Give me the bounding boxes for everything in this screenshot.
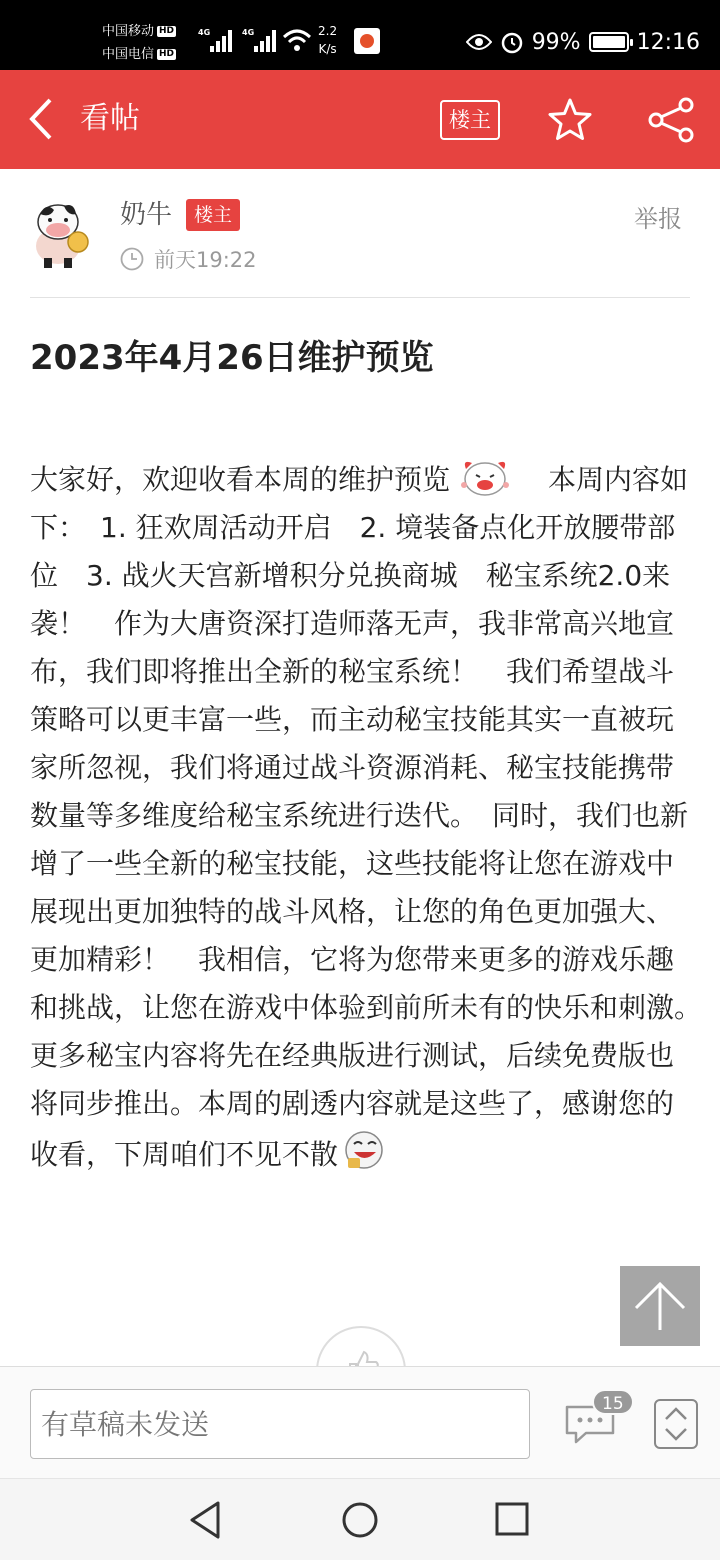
report-button[interactable]: 举报: [634, 205, 682, 233]
post-body-text: 大家好，欢迎收看本周的维护预览: [30, 463, 451, 496]
post-time: 前天19:22: [154, 248, 257, 272]
battery-percent: 99%: [531, 29, 581, 55]
net-speed-unit: K/s: [318, 42, 337, 56]
cow-emoji-icon: [454, 457, 516, 497]
network-type-label: 4G: [242, 28, 255, 37]
battery-icon: [589, 32, 629, 52]
wifi-icon: [282, 28, 312, 52]
author-name[interactable]: 奶牛: [120, 200, 173, 230]
star-icon[interactable]: [546, 96, 594, 144]
laughing-emoji-icon: [342, 1128, 388, 1172]
status-right: [466, 22, 700, 62]
avatar[interactable]: [28, 192, 96, 272]
back-to-top-button[interactable]: [620, 1266, 700, 1346]
clock-time: 12:16: [636, 29, 700, 55]
nav-back-icon[interactable]: [186, 1499, 226, 1541]
reply-input[interactable]: [30, 1389, 530, 1459]
owner-badge: 楼主: [186, 199, 240, 231]
app-notification-icon: [354, 28, 380, 54]
carrier-info: [102, 20, 176, 66]
reply-bar: [0, 1366, 720, 1478]
divider: [30, 297, 690, 298]
network-type-label: 4G: [198, 28, 211, 37]
share-icon[interactable]: [646, 96, 696, 144]
hd-badge: HD: [159, 26, 175, 36]
carrier-1-label: 中国移动: [102, 24, 155, 39]
scroll-toggle-button[interactable]: [654, 1399, 698, 1449]
app-header: [0, 70, 720, 169]
owner-only-button[interactable]: 楼主: [440, 100, 500, 140]
page-title: 看帖: [80, 101, 140, 136]
net-speed: [318, 22, 337, 58]
back-icon[interactable]: [22, 96, 62, 142]
arrow-up-icon: [620, 1266, 700, 1346]
carrier-2-label: 中国电信: [102, 47, 155, 62]
hd-badge: HD: [159, 49, 175, 59]
net-speed-value: 2.2: [318, 24, 338, 38]
status-bar: [0, 0, 720, 70]
nav-recent-icon[interactable]: [494, 1501, 530, 1537]
alarm-icon: [500, 30, 524, 54]
system-nav-bar: [0, 1478, 720, 1560]
post-title: 2023年4月26日维护预览: [30, 338, 434, 378]
post-body-text: 本周内容如下： 1. 狂欢周活动开启 2. 境装备点化开放腰带部位 3. 战火天宫新增积分兑换商城 秘宝系统2.0来袭！ 作为大唐资深打造师落无声，我非常高兴地宣布，我们即将推出全新的秘宝系统！ 我们希望战斗策略可以更丰富一些，而主动秘宝技能其实一直被玩家所忽视，我们将通过战斗资源消耗、秘宝技能携带数量等多维度给秘宝系统进行迭代。 同时，我们也新增了一些全新的秘宝技能，这些技能将让您在游戏中展现出更加独特的战斗风格，让您的角色更加强大、更加精彩！ 我相信，它将为您带来更多的游戏乐趣和挑战，让您在游戏中体验到前所未有的快乐和刺激。 更多秘宝内容将先在经典版进行测试，后续免费版也将同步推出。本周的剧透内容就是这些了，感谢您的收看，下周咱们不见不散: [30, 463, 717, 1171]
eye-icon: [466, 32, 492, 52]
comment-count-badge: 15: [592, 1389, 634, 1415]
nav-home-icon[interactable]: [340, 1499, 380, 1541]
scroll-toggle-icon: [656, 1401, 696, 1447]
clock-icon: [120, 247, 144, 271]
post-body: [30, 456, 717, 1179]
